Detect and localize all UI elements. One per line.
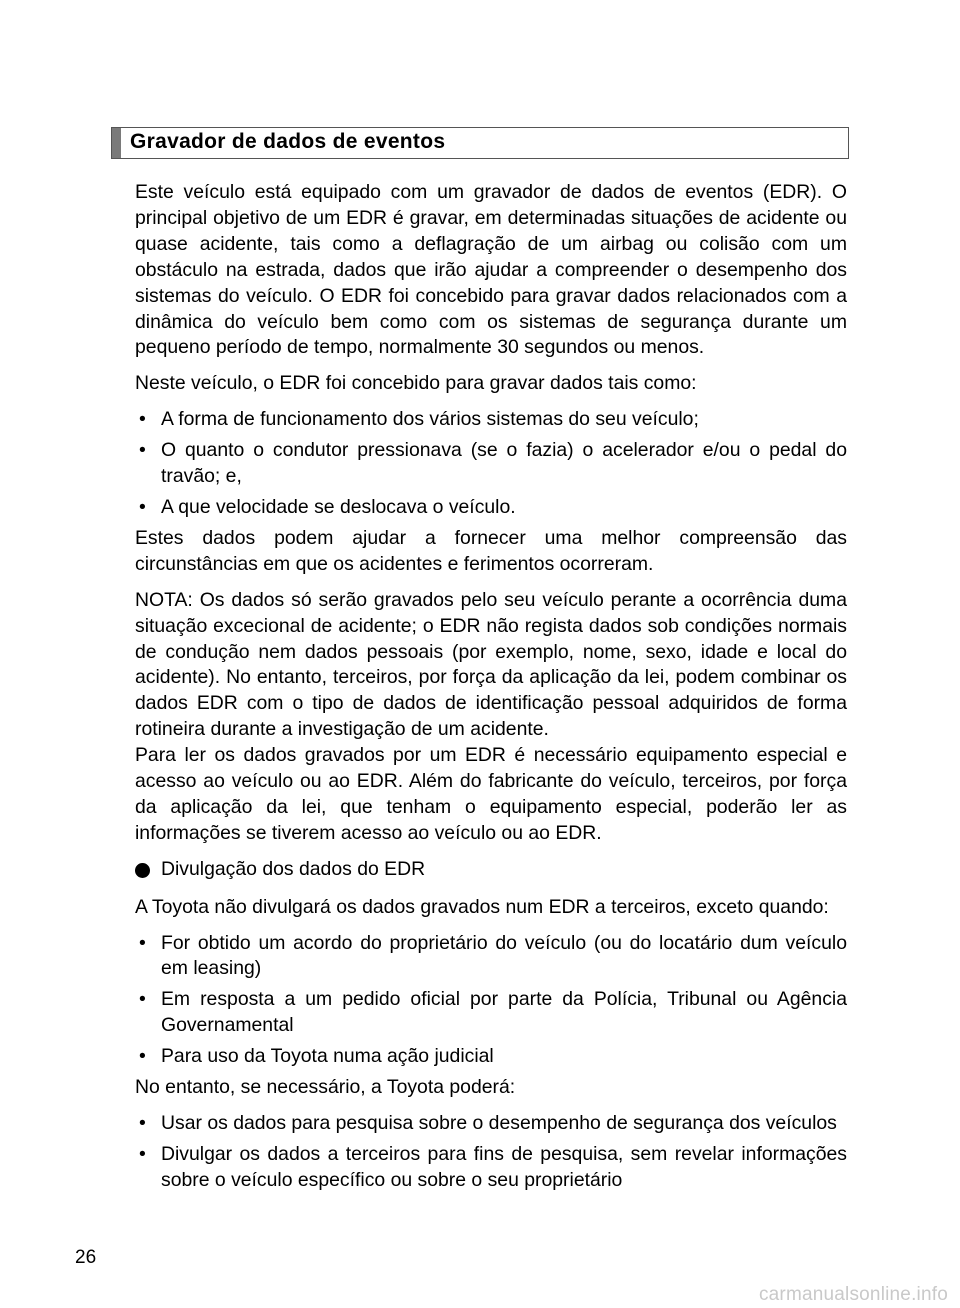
page-content bbox=[135, 180, 847, 1199]
page-number: 26 bbox=[75, 1247, 97, 1268]
paragraph-toyota: No entanto, se necessário, a Toyota poderá: bbox=[135, 1076, 516, 1099]
list-item: • Divulgar os dados a terceiros para fins de pesquisa, sem revelar informações sobre o veículo específico ou sobre o seu proprietário bbox=[139, 1142, 847, 1191]
bullet-circle-icon bbox=[135, 863, 150, 878]
subheading-disclosure bbox=[135, 857, 847, 883]
paragraph-understanding: Estes dados podem ajudar a fornecer uma melhor compreensão das circunstâncias em que os acidentes e ferimentos ocorreram. bbox=[135, 526, 847, 575]
subheading-text: Divulgação dos dados do EDR bbox=[161, 857, 426, 880]
list-item: • A que velocidade se deslocava o veículo. bbox=[139, 495, 516, 518]
list-item: • For obtido um acordo do proprietário do veículo (ou do locatário dum veículo em leasing) bbox=[139, 931, 847, 980]
section-header-bar bbox=[112, 128, 121, 158]
toyota-use-list bbox=[135, 1111, 847, 1194]
section-header bbox=[111, 127, 849, 159]
paragraph-disclosure: A Toyota não divulgará os dados gravados num EDR a terceiros, exceto quando: bbox=[135, 895, 829, 918]
list-item: • O quanto o condutor pressionava (se o fazia) o acelerador e/ou o pedal do travão; e, bbox=[139, 439, 847, 488]
list-item: • Usar os dados para pesquisa sobre o desempenho de segurança dos veículos bbox=[139, 1112, 837, 1134]
paragraph-reading: Para ler os dados gravados por um EDR é necessário equipamento especial e acesso ao veículo ou ao EDR. Além do fabricante do veículo, terceiros, por força da aplicação da lei, que tenham o equipamento especial, poderão ler as informações se tiverem acesso ao veículo ou ao EDR. bbox=[135, 744, 847, 844]
list-item: • Para uso da Toyota numa ação judicial bbox=[139, 1045, 494, 1068]
disclosure-list bbox=[135, 931, 847, 1071]
paragraph-note: NOTA: Os dados só serão gravados pelo seu veículo perante a ocorrência duma situação excecional de acidente; o EDR não regista dados sob condições normais de condução nem dados pessoais (por exemplo, nome, sexo, idade e local do acidente). No entanto, terceiros, por força da aplicação da lei, podem combinar os dados EDR com o tipo de dados de identificação pessoal adquiridos de forma rotineira durante a investigação de um acidente. bbox=[135, 588, 847, 741]
watermark: carmanualsonline.info bbox=[758, 1284, 948, 1305]
recorded-data-list bbox=[135, 407, 847, 521]
list-item: • A forma de funcionamento dos vários sistemas do seu veículo; bbox=[139, 408, 699, 431]
paragraph-intro: Este veículo está equipado com um gravador de dados de eventos (EDR). O principal objetivo de um EDR é gravar, em determinadas situações de acidente ou quase acidente, tais como a deflagração de um airbag ou colisão com um obstáculo na estrada, dados que irão ajudar a compreender o desempenho dos sistemas do veículo. O EDR foi concebido para gravar dados relacionados com a dinâmica do veículo bem como com os sistemas de segurança durante um pequeno período de tempo, normalmente 30 segundos ou menos. bbox=[135, 181, 847, 359]
section-title: Gravador de dados de eventos bbox=[130, 130, 446, 153]
paragraph-data-intro: Neste veículo, o EDR foi concebido para gravar dados tais como: bbox=[135, 372, 697, 395]
list-item: • Em resposta a um pedido oficial por parte da Polícia, Tribunal ou Agência Governamental bbox=[139, 988, 847, 1037]
